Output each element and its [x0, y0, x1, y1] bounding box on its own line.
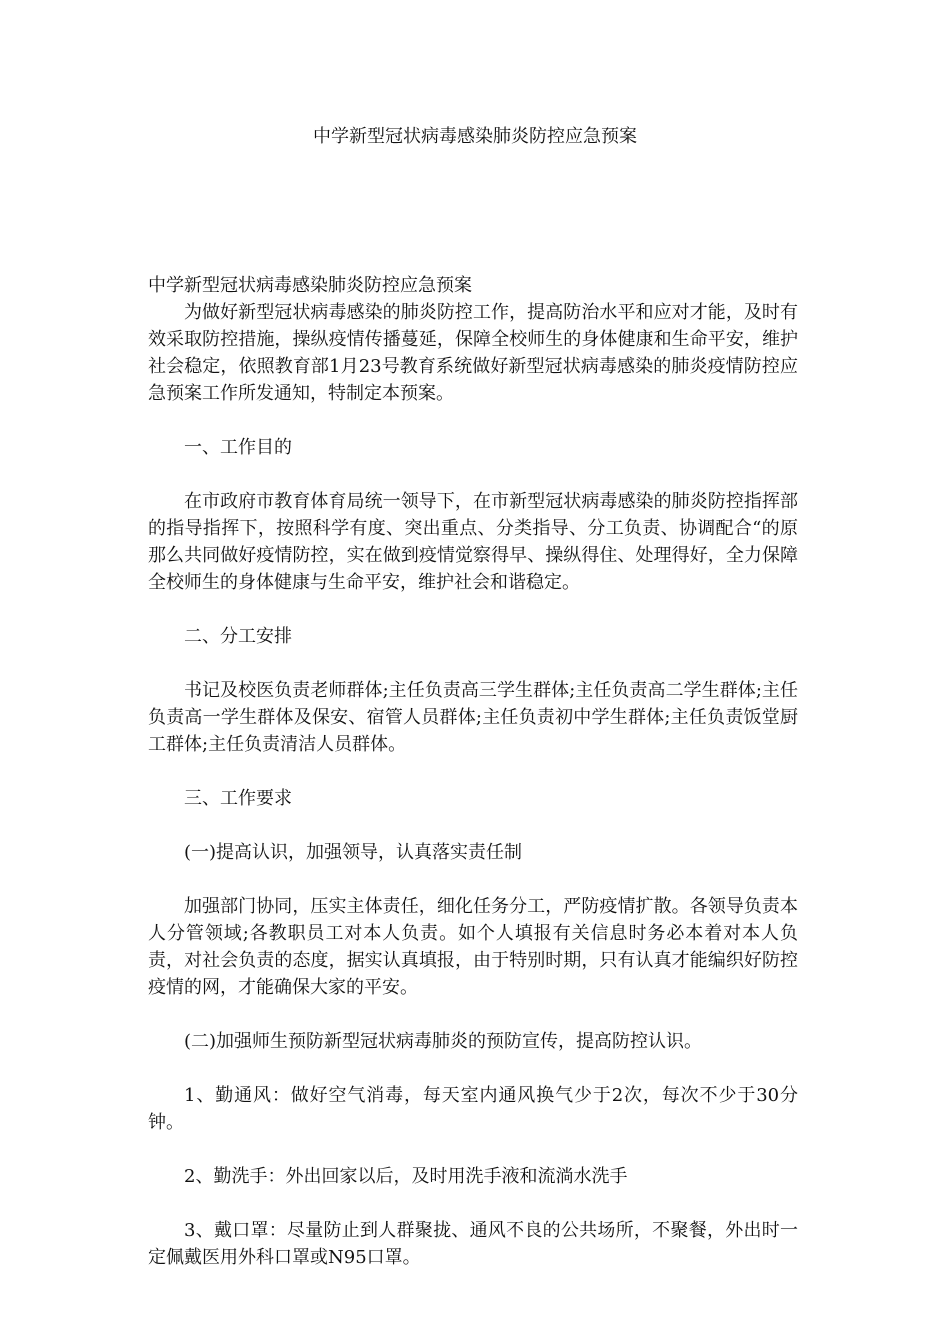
section-heading-requirements: 三、工作要求	[184, 788, 292, 809]
section-heading-objective: 一、工作目的	[184, 437, 292, 458]
subsection-1-paragraph: 加强部门协同，压实主体责任，细化任务分工，严防疫情扩散。各领导负责本人分管领域;各教职员工对本人负责。如个人填报有关信息时务必本着对本人负责，对社会负责的态度，据实认真填报，由于特别时期，只有认真才能编织好防控疫情的网，才能确保大家的平安。	[148, 896, 798, 998]
list-item-ventilation: 1、勤通风：做好空气消毒，每天室内通风换气少于2次，每次不少于30分钟。	[148, 1085, 798, 1133]
division-paragraph: 书记及校医负责老师群体;主任负责高三学生群体;主任负责高二学生群体;主任负责高一学生群体及保安、宿管人员群体;主任负责初中学生群体;主任负责饭堂厨工群体;主任负责清洁人员群体。	[148, 680, 798, 755]
objective-paragraph: 在市政府市教育体育局统一领导下，在市新型冠状病毒感染的肺炎防控指挥部的指导指挥下，按照科学有度、突出重点、分类指导、分工负责、协调配合“的原那么共同做好疫情防控，实在做到疫情觉察得早、操纵得住、处理得好，全力保障全校师生的身体健康与生命平安，维护社会和谐稳定。	[148, 491, 798, 593]
subsection-heading-1: (一)提高认识，加强领导，认真落实责任制	[184, 842, 523, 863]
list-item-mask: 3、戴口罩：尽量防止到人群聚拢、通风不良的公共场所，不聚餐，外出时一定佩戴医用外科口罩或N95口罩。	[148, 1220, 798, 1268]
document-heading: 中学新型冠状病毒感染肺炎防控应急预案	[148, 275, 472, 296]
subsection-heading-2: (二)加强师生预防新型冠状病毒肺炎的预防宣传，提高防控认识。	[184, 1031, 703, 1052]
page-title: 中学新型冠状病毒感染肺炎防控应急预案	[313, 126, 637, 147]
section-heading-division: 二、分工安排	[184, 626, 292, 647]
intro-paragraph: 为做好新型冠状病毒感染的肺炎防控工作，提高防治水平和应对才能，及时有效采取防控措施，操纵疫情传播蔓延，保障全校师生的身体健康和生命平安，维护社会稳定，依照教育部1月23号教育系统做好新型冠状病毒感染的肺炎疫情防控应急预案工作所发通知，特制定本预案。	[148, 302, 798, 404]
document-body	[148, 272, 798, 1271]
list-item-handwashing: 2、勤洗手：外出回家以后，及时用洗手液和流淌水洗手	[184, 1166, 628, 1187]
